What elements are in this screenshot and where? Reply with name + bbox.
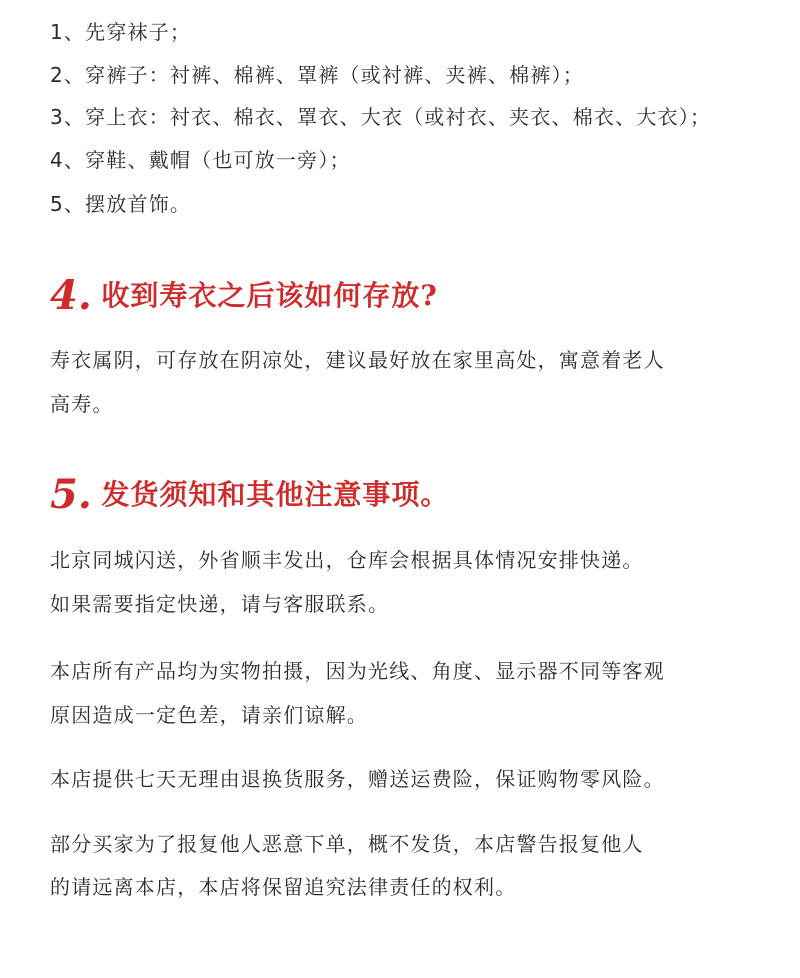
section-4-heading [50,274,438,318]
section-5-text: 部分买家为了报复他人恶意下单，概不发货，本店警告报复他人 [50,832,644,856]
section-number: 5. [50,471,92,518]
section-title: 发货须知和其他注意事项。 [101,478,450,511]
section-4-text: 高寿。 [50,392,114,416]
step-line: 1、先穿袜子； [50,20,192,44]
section-5-heading [50,473,449,517]
section-title: 收到寿衣之后该如何存放? [101,279,438,312]
section-5-text: 原因造成一定色差，请亲们谅解。 [50,703,368,727]
section-5-text: 如果需要指定快递，请与客服联系。 [50,592,390,616]
section-5-text: 的请远离本店，本店将保留追究法律责任的权利。 [50,875,517,899]
section-number: 4. [50,272,92,319]
section-5-text: 本店所有产品均为实物拍摄，因为光线、角度、显示器不同等客观 [50,659,665,683]
step-line: 4、穿鞋、戴帽（也可放一旁）； [50,148,351,172]
section-5-text: 北京同城闪送，外省顺丰发出，仓库会根据具体情况安排快递。 [50,548,644,572]
section-5-text: 本店提供七天无理由退换货服务，赠送运费险，保证购物零风险。 [50,767,665,791]
section-4-text: 寿衣属阴，可存放在阴凉处，建议最好放在家里高处，寓意着老人 [50,348,665,372]
step-line: 5、摆放首饰。 [50,192,192,216]
step-line: 2、穿裤子：衬裤、棉裤、罩裤（或衬裤、夹裤、棉裤）； [50,63,584,87]
step-line: 3、穿上衣：衬衣、棉衣、罩衣、大衣（或衬衣、夹衣、棉衣、大衣）； [50,105,712,129]
